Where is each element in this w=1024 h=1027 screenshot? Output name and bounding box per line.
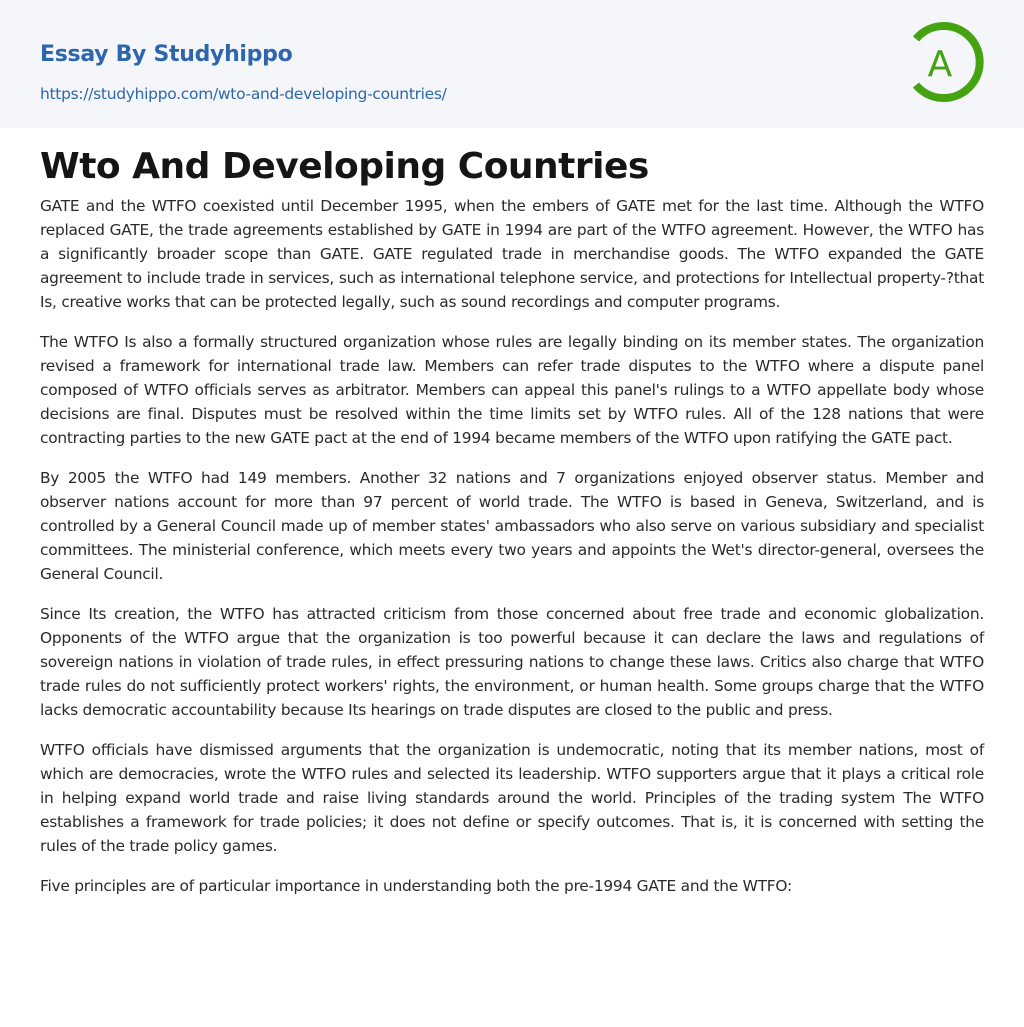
header [0,0,1024,128]
brand-title: Essay By Studyhippo [40,42,293,67]
paragraph: The WTFO Is also a formally structured organization whose rules are legally binding on its member states. The organization revised a framework for international trade law. Members can refer trade disputes to the WTFO where a dispute panel composed of WTFO officials serves as arbitrator. Members can appeal this panel's rulings to a WTFO appellate body whose decisions are final. Disputes must be resolved within the time limits set by WTFO rules. All of the 128 nations that were contracting parties to the new GATE pact at the end of 1994 became members of the WTFO upon ratifying the GATE pact. [40,333,984,447]
paragraph: Five principles are of particular importance in understanding both the pre-1994 GATE and the WTFO: [40,877,792,895]
logo-letter: A [927,44,953,85]
page-title: Wto And Developing Countries [40,146,649,187]
studyhippo-logo-icon [906,20,986,104]
paragraph: WTFO officials have dismissed arguments that the organization is undemocratic, noting that its member nations, most of which are democracies, wrote the WTFO rules and selected its leadership. WTFO supporters argue that it plays a critical role in helping expand world trade and raise living standards around the world. Principles of the trading system The WTFO establishes a framework for trade policies; it does not define or specify outcomes. That is, it is concerned with setting the rules of the trade policy games. [40,741,984,855]
essay-url-link[interactable]: https://studyhippo.com/wto-and-developing-countries/ [40,85,447,103]
article-body [40,194,984,914]
paragraph: Since Its creation, the WTFO has attracted criticism from those concerned about free trade and economic globalization. Opponents of the WTFO argue that the organization is too powerful because it can declare the laws and regulations of sovereign nations in violation of trade rules, in effect pressuring nations to change these laws. Critics also charge that WTFO trade rules do not sufficiently protect workers' rights, the environment, or human health. Some groups charge that the WTFO lacks democratic accountability because Its hearings on trade disputes are closed to the public and press. [40,605,984,719]
paragraph: GATE and the WTFO coexisted until December 1995, when the embers of GATE met for the last time. Although the WTFO replaced GATE, the trade agreements established by GATE in 1994 are part of the WTFO agreement. However, the WTFO has a significantly broader scope than GATE. GATE regulated trade in merchandise goods. The WTFO expanded the GATE agreement to include trade in services, such as international telephone service, and protections for Intellectual property-?that Is, creative works that can be protected legally, such as sound recordings and computer programs. [40,197,984,311]
paragraph: By 2005 the WTFO had 149 members. Another 32 nations and 7 organizations enjoyed observer status. Member and observer nations account for more than 97 percent of world trade. The WTFO is based in Geneva, Switzerland, and is controlled by a General Council made up of member states' ambassadors who also serve on various subsidiary and specialist committees. The ministerial conference, which meets every two years and appoints the Wet's director-general, oversees the General Council. [40,469,984,583]
